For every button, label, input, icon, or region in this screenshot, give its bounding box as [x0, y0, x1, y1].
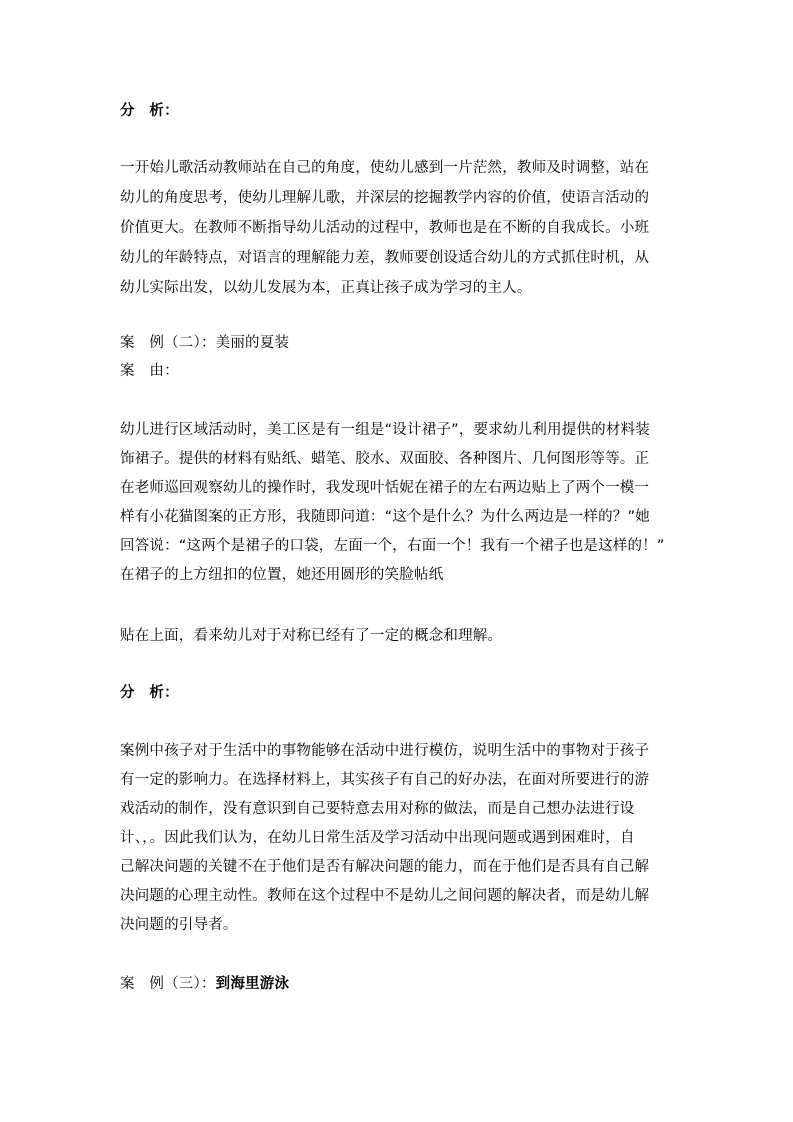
paragraph-line: 戏活动的制作，没有意识到自己要特意去用对称的做法，而是自己想办法进行设: [120, 801, 635, 817]
case-title-2: [120, 333, 289, 353]
paragraph-line: 回答说：“这两个是裙子的口袋，左面一个，右面一个！我有一个裙子也是这样的！”: [120, 538, 665, 554]
paragraph-line: 在裙子的上方纽扣的位置，她还用圆形的笑脸帖纸: [120, 567, 444, 583]
paragraph-line: 幼儿实际出发，以幼儿发展为本，正真让孩子成为学习的主人。: [120, 280, 532, 296]
section-heading-analysis-1: 分 析：: [120, 103, 179, 119]
case-title-3: [120, 974, 289, 994]
paragraph-line: 在老师巡回观察幼儿的操作时，我发现叶恬妮在裙子的左右两边贴上了两个一模一: [120, 480, 650, 496]
case-title-prefix: 案 例（三）：: [120, 976, 216, 992]
paragraph-line: 一开始儿歌活动教师站在自己的角度，使幼儿感到一片茫然，教师及时调整，站在: [120, 160, 650, 176]
section-heading-analysis-2: 分 析：: [120, 685, 179, 701]
case-title-prefix: 案 例（二）：: [120, 335, 216, 351]
paragraph-line: 幼儿进行区域活动时，美工区是有一组是“设计裙子”，要求幼儿利用提供的材料装: [120, 422, 650, 438]
paragraph-line: 案例中孩子对于生活中的事物能够在活动中进行模仿，说明生活中的事物对于孩子: [120, 743, 650, 759]
paragraph-line: 有一定的影响力。在选择材料上，其实孩子有自己的好办法，在面对所要进行的游: [120, 772, 650, 788]
case-title-name: 美丽的夏装: [215, 335, 290, 351]
paragraph-line: 贴在上面，看来幼儿对于对称已经有了一定的概念和理解。: [120, 628, 503, 644]
paragraph-line: 己解决问题的关键不在于他们是否有解决问题的能力，而在于他们是否具有自己解: [120, 859, 650, 875]
paragraph-line: 幼儿的角度思考，使幼儿理解儿歌，并深层的挖掘教学内容的价值，使语言活动的: [120, 190, 650, 206]
paragraph-line: 饰裙子。提供的材料有贴纸、蜡笔、胶水、双面胶、各种图片、几何图形等等。正: [120, 451, 650, 467]
paragraph-line: 计、，。因此我们认为，在幼儿日常生活及学习活动中出现问题或遇到困难时，自: [120, 830, 635, 846]
paragraph-line: 决问题的引导者。: [120, 917, 238, 933]
paragraph-line: 样有小花猫图案的正方形，我随即问道：“这个是什么？为什么两边是一样的？”她: [120, 509, 650, 525]
paragraph-line: 决问题的心理主动性。教师在这个过程中不是幼儿之间问题的解决者，而是幼儿解: [120, 888, 650, 904]
case-reason-label: 案 由：: [120, 363, 179, 379]
paragraph-line: 价值更大。在教师不断指导幼儿活动的过程中，教师也是在不断的自我成长。小班: [120, 220, 650, 236]
paragraph-line: 幼儿的年龄特点，对语言的理解能力差，教师要创设适合幼儿的方式抓住时机，从: [120, 250, 650, 266]
case-title-name: 到海里游泳: [215, 976, 290, 992]
